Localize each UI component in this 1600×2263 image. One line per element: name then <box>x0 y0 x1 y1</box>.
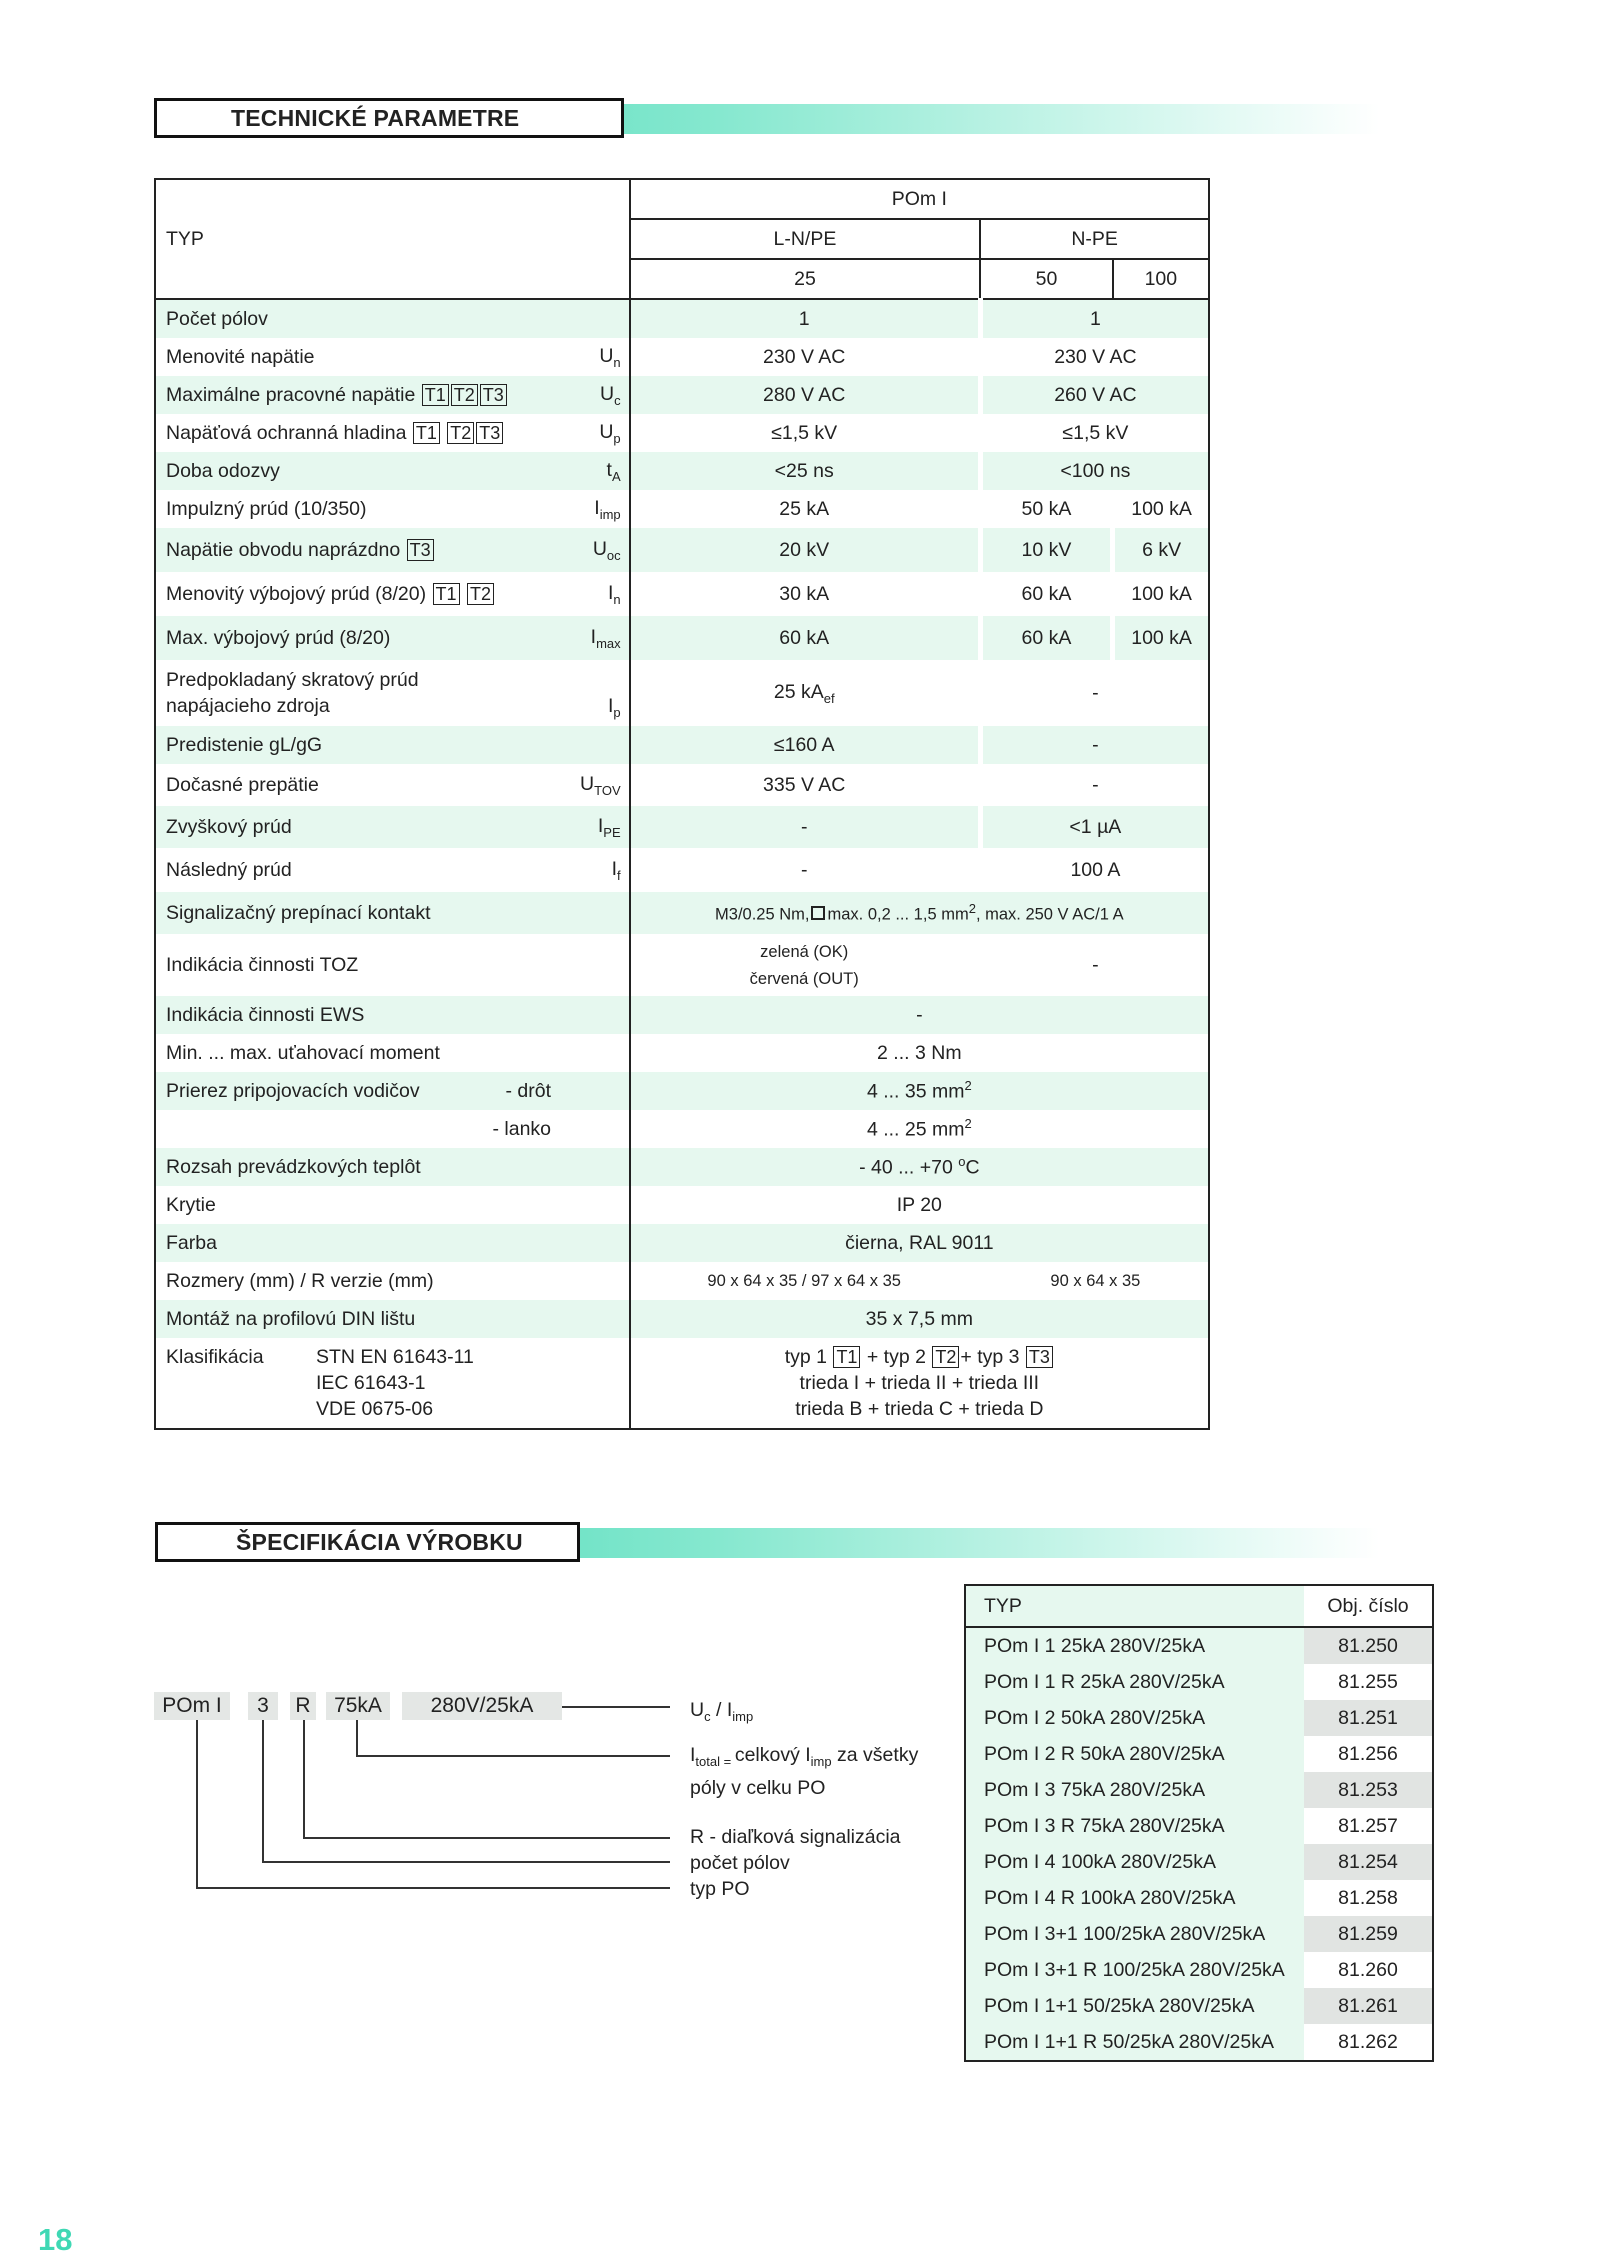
badge-t3: T3 <box>476 422 503 444</box>
table-row: Predistenie gL/gG ≤160 A - <box>155 726 1209 764</box>
table-row: Počet pólov 1 1 <box>155 299 1209 338</box>
table-row: POm I 1+1 50/25kA 280V/25kA 81.261 <box>965 1988 1433 2024</box>
table-row: Predpokladaný skratový prúd napájacieho zdroja $I_p$ 25 $kA_{ef}$ - <box>155 660 1209 726</box>
table-row: - lanko 4 ... 25 $mm^2$ <box>155 1110 1209 1148</box>
badge-t2: T2 <box>447 422 474 444</box>
annotation-itotal: $I_{total =}$ celkový $I_{imp}$ za všetky póly v celku PO <box>690 1744 919 1799</box>
table-row: Menovité napätie $U_n$ 230 V AC 230 V AC <box>155 338 1209 376</box>
table-row <box>155 179 1209 219</box>
table-row: Indikácia činnosti EWS - <box>155 996 1209 1034</box>
annotation-remote: R - diaľková signalizácia <box>690 1826 901 1848</box>
table-row: Signalizačný prepínací kontakt M3/0.25 Nm, max. 0,2 ... 1,5 $mm^2$, max. 250 V AC/1 A <box>155 892 1209 934</box>
table-row: Indikácia činnosti TOZ zelená (OK) červená (OUT) - <box>155 934 1209 996</box>
table-row: Maximálne pracovné napätie T1 T2 T3 $U_c$ 280 V AC 260 V AC <box>155 376 1209 414</box>
table-row: Rozmery (mm) / R verzie (mm) 90 x 64 x 35 / 97 x 64 x 35 90 x 64 x 35 <box>155 1262 1209 1300</box>
table-row: Montáž na profilovú DIN lištu 35 x 7,5 mm <box>155 1300 1209 1338</box>
badge-t3: T3 <box>407 539 434 561</box>
table-row: POm I 4 R 100kA 280V/25kA 81.258 <box>965 1880 1433 1916</box>
table-row: POm I 4 100kA 280V/25kA 81.254 <box>965 1844 1433 1880</box>
variant-25: 25 <box>630 259 981 299</box>
table-row: POm I 1+1 R 50/25kA 280V/25kA 81.262 <box>965 2024 1433 2061</box>
badge-t1: T1 <box>433 583 460 605</box>
col-n-pe: N-PE <box>980 219 1209 259</box>
table-row: Klasifikácia STN EN 61643-11 IEC 61643-1 VDE 0675-06 typ 1 T1 + typ 2 T2 + typ 3 T3 trieda I + trieda II + trieda III trieda B + trieda C + trieda D <box>155 1338 1209 1429</box>
table-row: Zvyškový prúd $I_{PE}$ - <1 µA <box>155 806 1209 848</box>
badge-t3: T3 <box>480 384 507 406</box>
table-row: POm I 3 R 75kA 280V/25kA 81.257 <box>965 1808 1433 1844</box>
code-part-voltage: 280V/25kA <box>402 1692 562 1720</box>
table-row: POm I 1 25kA 280V/25kA 81.250 <box>965 1627 1433 1664</box>
table-row: Napäťová ochranná hladina T1 T2 T3 $U_p$ ≤1,5 kV ≤1,5 kV <box>155 414 1209 452</box>
section-title-technical: TECHNICKÉ PARAMETRE <box>154 98 624 138</box>
annotation-uc-iimp: $U_c / I_{imp}$ <box>690 1699 754 1724</box>
variant-100: 100 <box>1113 259 1209 299</box>
badge-t1: T1 <box>422 384 449 406</box>
product-header: POm I <box>630 179 1209 219</box>
table-row: POm I 2 R 50kA 280V/25kA 81.256 <box>965 1736 1433 1772</box>
annotation-poles: počet pólov <box>690 1852 790 1874</box>
square-terminal-icon <box>811 906 825 920</box>
table-row: Impulzný prúd (10/350) $I_{imp}$ 25 kA 50 kA 100 kA <box>155 490 1209 528</box>
table-row: POm I 3+1 R 100/25kA 280V/25kA 81.260 <box>965 1952 1433 1988</box>
technical-parameters-table <box>154 178 1210 1430</box>
table-row: Menovitý výbojový prúd (8/20) T1 T2 $I_n$ 30 kA 60 kA 100 kA <box>155 572 1209 616</box>
page-number: 18 <box>38 2222 73 2257</box>
code-part-poles: 3 <box>248 1692 278 1720</box>
table-row: Napätie obvodu naprázdno T3 $U_{oc}$ 20 kV 10 kV 6 kV <box>155 528 1209 572</box>
table-row: Doba odozvy $t_A$ <25 ns <100 ns <box>155 452 1209 490</box>
variant-50: 50 <box>980 259 1112 299</box>
badge-t2: T2 <box>467 583 494 605</box>
table-row: POm I 1 R 25kA 280V/25kA 81.255 <box>965 1664 1433 1700</box>
typ-label: TYP <box>155 179 561 299</box>
table-row: Prierez pripojovacích vodičov - drôt 4 ... 35 $mm^2$ <box>155 1072 1209 1110</box>
table-row: POm I 3+1 100/25kA 280V/25kA 81.259 <box>965 1916 1433 1952</box>
annotation-type: typ PO <box>690 1878 750 1900</box>
table-row: Max. výbojový prúd (8/20) $I_{max}$ 60 kA 60 kA 100 kA <box>155 616 1209 660</box>
table-row: POm I 3 75kA 280V/25kA 81.253 <box>965 1772 1433 1808</box>
spec-header-typ: TYP <box>965 1585 1304 1627</box>
table-row <box>965 1585 1433 1627</box>
badge-t1: T1 <box>413 422 440 444</box>
table-row: Farba čierna, RAL 9011 <box>155 1224 1209 1262</box>
table-row: Krytie IP 20 <box>155 1186 1209 1224</box>
section-title-specification: ŠPECIFIKÁCIA VÝROBKU <box>155 1522 580 1562</box>
code-part-current: 75kA <box>326 1692 390 1720</box>
table-row: POm I 2 50kA 280V/25kA 81.251 <box>965 1700 1433 1736</box>
badge-t2: T2 <box>451 384 478 406</box>
col-ln-pe: L-N/PE <box>630 219 981 259</box>
specification-table <box>964 1584 1434 2062</box>
table-row: Dočasné prepätie $U_{TOV}$ 335 V AC - <box>155 764 1209 806</box>
code-part-type: POm I <box>154 1692 230 1720</box>
table-row: Min. ... max. uťahovací moment 2 ... 3 Nm <box>155 1034 1209 1072</box>
spec-header-num: Obj. číslo <box>1304 1585 1433 1627</box>
table-row: Následný prúd $I_f$ - 100 A <box>155 848 1209 892</box>
table-row: Rozsah prevádzkových teplôt - 40 ... +70 $^o$C <box>155 1148 1209 1186</box>
code-part-remote: R <box>290 1692 316 1720</box>
